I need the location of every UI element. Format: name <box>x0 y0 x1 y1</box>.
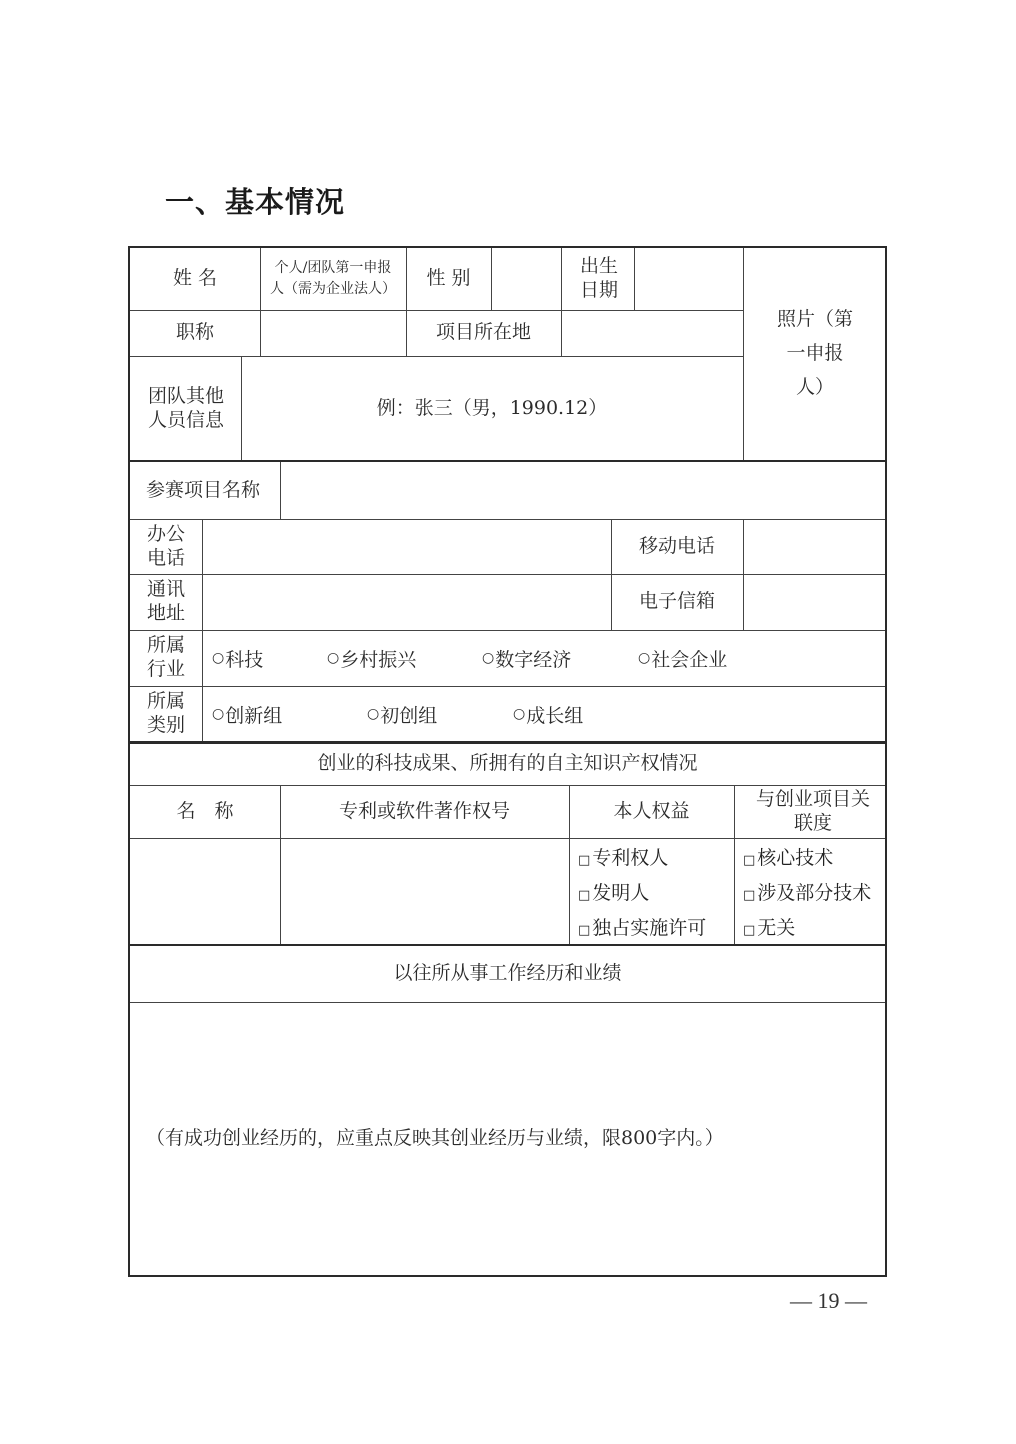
industry-option-tech[interactable]: ○ 科技 <box>212 648 264 671</box>
industry-option-rural[interactable]: ○ 乡村振兴 <box>327 648 417 671</box>
rights-option-inventor[interactable]: □ 发明人 <box>578 881 650 904</box>
industry-option-social[interactable]: ○ 社会企业 <box>638 648 728 671</box>
ip-patent-field[interactable] <box>280 838 569 944</box>
project-info-table <box>128 460 887 744</box>
checkbox-icon: □ <box>578 852 591 868</box>
checkbox-icon: □ <box>743 852 756 868</box>
ip-section-title: 创业的科技成果、所拥有的自主知识产权情况 <box>317 752 698 775</box>
category-option-growth[interactable]: ○ 成长组 <box>513 704 584 727</box>
checkbox-icon: □ <box>578 922 591 938</box>
radio-icon: ○ <box>327 650 340 666</box>
title-label: 职称 <box>175 321 214 344</box>
radio-icon: ○ <box>482 650 495 666</box>
email-field[interactable] <box>743 574 885 630</box>
category-options <box>202 686 885 742</box>
birth-date-field[interactable] <box>634 248 743 310</box>
basic-info-table <box>128 246 887 462</box>
relevance-option-none[interactable]: □ 无关 <box>743 916 796 939</box>
address-field[interactable] <box>202 574 611 630</box>
industry-option-digital[interactable]: ○ 数字经济 <box>482 648 572 671</box>
mobile-label: 移动电话 <box>638 534 715 557</box>
ip-table <box>128 741 887 946</box>
category-option-innovation[interactable]: ○ 创新组 <box>212 704 283 727</box>
experience-section-title: 以往所从事工作经历和业绩 <box>393 962 622 985</box>
gender-field[interactable] <box>491 248 561 310</box>
project-name-label: 参赛项目名称 <box>146 478 261 501</box>
category-option-startup[interactable]: ○ 初创组 <box>367 704 438 727</box>
industry-label: 所属行业 <box>146 634 185 680</box>
relevance-options <box>743 838 871 944</box>
experience-note: （有成功创业经历的，应重点反映其创业经历与业绩，限800字内。） <box>146 1126 724 1149</box>
email-label: 电子信箱 <box>638 590 715 613</box>
ip-col-name: 名 称 <box>176 799 234 822</box>
ip-col-relevance: 与创业项目关联度 <box>755 787 870 834</box>
office-phone-label: 办公电话 <box>146 522 185 569</box>
birth-date-label: 出生日期 <box>579 255 618 301</box>
title-field[interactable] <box>260 310 406 356</box>
industry-options <box>202 630 885 686</box>
name-label: 姓 名 <box>172 267 218 290</box>
radio-icon: ○ <box>367 706 380 722</box>
experience-field[interactable] <box>130 1002 885 1275</box>
rights-option-patentee[interactable]: □ 专利权人 <box>578 846 669 869</box>
photo-placeholder: 照片（第一申报人） <box>776 307 853 399</box>
experience-table <box>128 944 887 1277</box>
team-label: 团队其他人员信息 <box>147 385 224 431</box>
location-field[interactable] <box>561 310 743 356</box>
category-label: 所属类别 <box>146 690 185 736</box>
rights-option-exclusive-license[interactable]: □ 独占实施许可 <box>578 916 707 939</box>
radio-icon: ○ <box>212 706 225 722</box>
mobile-field[interactable] <box>743 519 885 574</box>
address-label: 通讯地址 <box>146 578 185 624</box>
radio-icon: ○ <box>638 650 651 666</box>
checkbox-icon: □ <box>578 887 591 903</box>
page-number: — 19 — <box>790 1288 867 1313</box>
radio-icon: ○ <box>513 706 526 722</box>
page-title: 一、基本情况 <box>165 185 346 219</box>
applicant-note: 个人/团队第一申报人（需为企业法人） <box>270 260 396 297</box>
radio-icon: ○ <box>212 650 225 666</box>
office-phone-field[interactable] <box>202 519 611 574</box>
ip-name-field[interactable] <box>130 838 280 944</box>
ip-col-patent: 专利或软件著作权号 <box>338 799 510 822</box>
ip-col-rights: 本人权益 <box>613 799 690 822</box>
checkbox-icon: □ <box>743 922 756 938</box>
relevance-option-core[interactable]: □ 核心技术 <box>743 846 834 869</box>
gender-label: 性 别 <box>426 267 471 290</box>
location-label: 项目所在地 <box>435 321 531 344</box>
rights-options <box>578 838 706 944</box>
project-name-field[interactable] <box>280 462 885 519</box>
team-example: 例：张三（男，1990.12） <box>376 397 608 420</box>
relevance-option-partial[interactable]: □ 涉及部分技术 <box>743 881 872 904</box>
checkbox-icon: □ <box>743 887 756 903</box>
